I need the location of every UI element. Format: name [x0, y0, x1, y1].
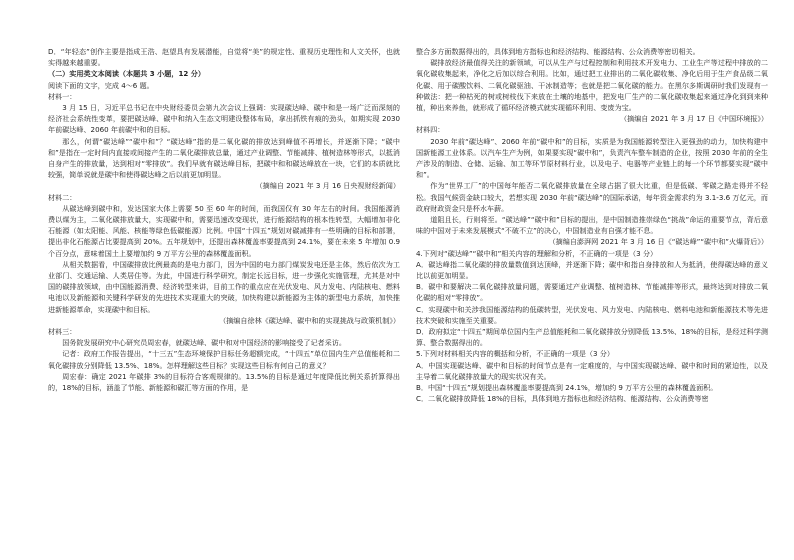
left-column [48, 46, 400, 556]
right-paragraph-13: 5.下列对材料相关内容的概括和分析，不正确的一项是（3 分） [416, 349, 614, 359]
left-paragraph-4: 3 月 15 日，习近平总书记在中央财经委员会第九次会议上强调：实现碳达峰、碳中和是一场广泛而深刻的经济社会系统性变革，要把碳达峰、碳中和纳入生态文明建设整体布局，拿出抓铁有痕的劲头，如期实现 2030 年前碳达峰、2060 年前碳中和的目标。 [48, 103, 400, 135]
right-paragraph-16: C．二氧化碳排放降低 18%的目标，具体到地方指标也和经济结构、能源结构、公众消费等密 [416, 394, 709, 404]
left-paragraph-11: 材料三： [48, 327, 77, 337]
left-paragraph-2: 阅读下面的文字，完成 4～6 题。 [48, 80, 154, 90]
right-paragraph-2: （摘编自 2021 年 3 月 17 日《中国环境报》） [620, 114, 768, 124]
right-paragraph-7: （摘编自澎湃网 2021 年 3 月 16 日《“碳达峰”“碳中和”火爆背后》） [548, 237, 768, 247]
right-paragraph-5: 作为“世界工厂”的中国每年能否二氧化碳排放量在全球占据了很大比重，但是低碳、零碳之路走得并不轻松。我国气候资金缺口较大，若想实现 2030 年前“碳达峰”的国际承诺，每年资金需求约为 3.1-3.6 万亿元，而政府财政资金只是杯水车薪。 [416, 181, 768, 213]
left-paragraph-9: 从相关数据看，中国碳排放比例最高的是电力部门，因为中国的电力部门煤炭发电还是主体，然后依次为工业部门、交通运输、人类居住等。为此，中国进行科学研究，制定长远目标，进一步强化实施管理，尤其是对中国的碳排放领域，由中国能源消费、经济转型来讲，目前工作的重点应在光伏发电、风力发电、内陆核电、燃料电池以及新能源和关键科学研发的先进技术实现重大的突破，加快构建以新能源为主体的新型电力系统，加快推进新能源革命，实现碳中和目标。 [48, 259, 400, 314]
left-paragraph-7: 材料二： [48, 192, 77, 202]
left-paragraph-6: （摘编自 2021 年 3 月 16 日央视财经新闻） [255, 181, 400, 191]
right-column [416, 46, 768, 556]
left-paragraph-12: 国务院发展研究中心研究员周宏春，就碳达峰、碳中和对中国经济的影响接受了记者采访。 [62, 338, 346, 348]
right-paragraph-10: B．碳中和要解决二氧化碳排放量问题，需要通过产业调整、植树造林、节能减排等形式，最终达到对排放二氧化碳的相对“零排放”。 [416, 282, 768, 303]
left-paragraph-5: 那么，何谓“碳达峰”“碳中和”？“碳达峰”指的是二氧化碳的排放达到峰值不再增长，并逐渐下降；“碳中和”是指在一定时间内直接或间接产生的二氧化碳排放总量，通过产业调整、节能减排、植树造林等形式，以抵消自身产生的排放量，达到相对“零排放”。我们早就有碳达峰目标，把碳中和和碳达峰放在一块，它们的本质就比较强，简单说就是碳中和使得碳达峰之后以前更加明显。 [48, 136, 400, 180]
right-paragraph-14: A．中国实现碳达峰、碳中和目标的时间节点是有一定难度的，与中国实现碳达峰、碳中和时间的紧迫性，以及主导着二氧化碳排放量大的现实状况有关。 [416, 360, 768, 381]
left-paragraph-14: 周宏春：确定 2021 年碳排 3%的目标符合客观规律的。13.5%的目标是通过年度降低比例关系折算得出的，18%的目标，涵盖了节能、新能源和碳汇等方面的作用，是 [48, 371, 400, 393]
right-paragraph-8: 4.下列对“碳达峰”“碳中和”相关内容的理解和分析，不正确的一项是（3 分） [416, 248, 658, 258]
left-paragraph-8: 从碳达峰到碳中和，发达国家大体上需要 50 至 60 年的时间，而我国仅有 30 年左右的时间。我国能源消费以煤为主，二氧化碳排放量大，实现碳中和，需要迅速改变现状，进行能源结构的根本性转型，大幅增加非化石能源（如太阳能、风能、核能等绿色低碳能源）比例。中国“十四五”规划对碳减排有一些明确的目标和部署，提出非化石能源占比要提高到 20%。五年规划中，还提出森林覆盖率要提高到 24.1%，要在未来 5 年增加 0.9 个百分点，意味着国土上要增加约 9 万平方公里的森林覆盖面积。 [48, 203, 400, 258]
right-paragraph-9: A．碳达峰指二氧化碳的排放量数值到达顶峰，并逐渐下降；碳中和指自身排放和人为抵消，使得碳达峰的意义比以前更加明显。 [416, 259, 768, 281]
right-paragraph-4: 2030 年前“碳达峰”、2060 年前“碳中和”的目标，实质是为我国能源转型注入更强劲的动力，加快构建中国新能源工业体系。以汽车生产为例，如果要实现“碳中和”，负责汽车整车制造的企业，按照 2030 年前的全生产涉及的制造、仓储、运输、加工等环节原材料行业，以及电子、电器等产业链上的每一个环节都要实现“碳中和”。 [416, 136, 768, 180]
right-paragraph-12: D．政府拟定“十四五”期间单位国内生产总值能耗和二氧化碳排放分别降低 13.5%、18%的目标，是经过科学测算、整合数据得出的。 [416, 327, 768, 348]
right-paragraph-3: 材料四： [416, 125, 445, 135]
left-paragraph-1: （二）实用类文本阅读（本题共 3 小题，12 分） [48, 69, 205, 79]
left-paragraph-10: （摘编自徐林《碳达峰、碳中和的实现挑战与政策机制》） [219, 315, 400, 325]
right-paragraph-1: 碳排放经济最值得关注的新领域，可以从生产与过程控制和利用技术开发电力、工业生产等过程中排放的二氧化碳收集起来，净化之后加以综合利用。比如，通过把工业排出的二氧化碳收集、净化后用于生产食品级二氧化碳、用于碳酸饮料、二氧化碳驱油、干冰制造等；也就是把二氧化碳的能力。在黑尔多斯调研时我们发现有一种做法：把一种枯死的树或树枝伐下来放在土壤的地基中，把发电厂生产的二氧化碳收集起来通过净化到到来种植，种出来养鱼，就形成了循环经济模式就实现循环利用、变废为宝。 [416, 58, 768, 113]
right-paragraph-6: 道阻且长，行则将至。“碳达峰”“碳中和”目标的提出，是中国制造推崇绿色“挑战”命运的重要节点，背后意味的中国对于未来发展模式“不破不立”的决心，中国制造业有自强才能不息。 [416, 215, 768, 236]
left-paragraph-3: 材料一： [48, 91, 77, 101]
left-paragraph-13: 记者：政府工作报告提出，“十三五”生态环境保护目标任务超额完成，“十四五”单位国内生产总值能耗和二氧化碳排放分别降低 13.5%、18%。怎样理解这些目标？实现这些目标有何自己的意义？ [48, 349, 400, 370]
right-paragraph-15: B．中国“十四五”规划提出森林覆盖率要提高到 24.1%，增加约 9 万平方公里的森林覆盖面积。 [416, 383, 718, 393]
right-paragraph-11: C．实现碳中和关涉我国能源结构的低碳转型，光伏发电、风力发电、内陆核电、燃料电池和新能源技术等先进技术突破和实施至关重要。 [416, 304, 768, 325]
right-paragraph-0: 整合多方面数据得出的，具体到地方指标也和经济结构、能源结构、公众消费等密切相关。 [416, 47, 700, 56]
left-paragraph-0: D．“年轻态”创作主要是指成王浩、赵望具有发展潜能，自觉将“美”的规定性、重视历史理性和人文关怀，也就实得越来越重要。 [48, 47, 400, 68]
